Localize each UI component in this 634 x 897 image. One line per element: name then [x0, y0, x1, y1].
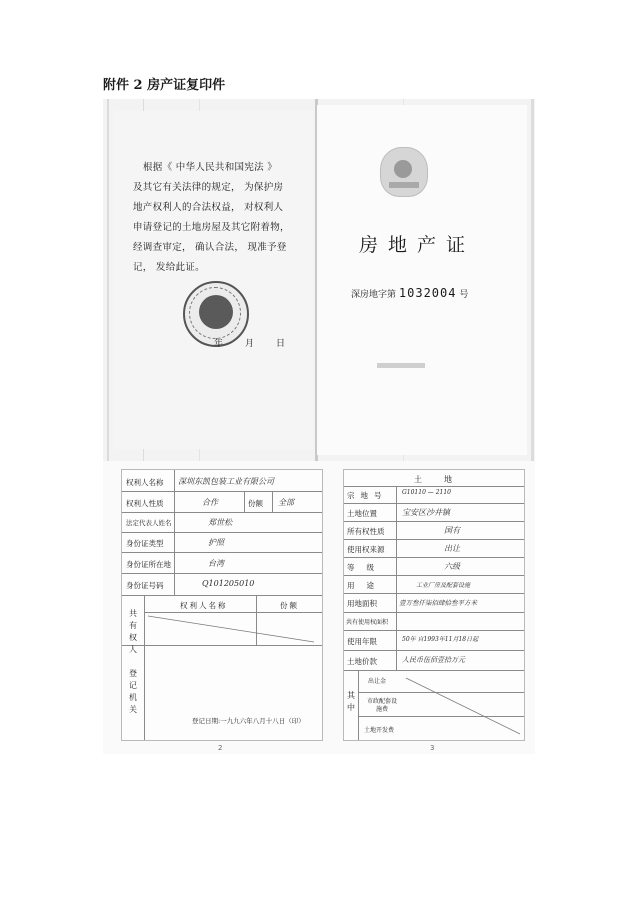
purpose-value: 工业厂房及配套设施 [416, 582, 471, 589]
owner-nature-value: 合作 [202, 498, 218, 507]
owner-nature-label: 权利人性质 [126, 499, 164, 508]
ownership-nature-label: 所有权性质 [347, 527, 385, 536]
land-area-label: 用地面积 [347, 599, 377, 608]
page-2-owner-info [121, 469, 323, 752]
registry-label: 登记机关 [129, 669, 137, 714]
of-which-label: 其中 [347, 691, 355, 712]
transfer-fee-label: 出让金 [368, 678, 387, 685]
land-area-value: 壹万叁仟柒佰肆拾叁平方米 [399, 599, 477, 607]
co-owner-name-header: 权利人名称 [180, 601, 228, 610]
preamble-line: 经调查审定， 确认合法， 现准予登 [133, 242, 287, 253]
certificate-right-page [317, 105, 527, 455]
purpose-label: 用途 [347, 581, 386, 590]
preamble-line: 记， 发给此证。 [133, 262, 205, 273]
certificate-number-suffix: 号 [459, 290, 469, 300]
grade-value: 六级 [444, 562, 460, 571]
preamble-line: 申请登记的土地房屋及其它附着物， [133, 222, 290, 233]
land-price-label: 土地价款 [347, 657, 377, 666]
preamble-line: 及其它有关法律的规定， 为保护房 [133, 182, 284, 193]
id-number-label: 身份证号码 [126, 581, 164, 590]
owner-name-label: 权利人名称 [126, 478, 164, 487]
legal-rep-value: 郑世松 [208, 518, 232, 527]
parcel-number-value: G10110 — 2110 [402, 489, 451, 496]
id-location-label: 身份证所在地 [126, 560, 171, 569]
co-owner-label: 共有权人 [129, 609, 137, 654]
ownership-nature-value: 国有 [444, 526, 460, 535]
preamble-line: 地产权利人的合法权益， 对权利人 [133, 202, 284, 213]
term-label: 使用年限 [347, 637, 377, 646]
municipal-fee-label: 市政配套设施费 [366, 698, 397, 713]
development-fee-label: 土地开发费 [364, 727, 395, 734]
page-number: 2 [218, 744, 223, 752]
registry-date: 登记日期:一九九六年八月十八日（印） [192, 717, 305, 725]
page-number: 3 [430, 744, 435, 752]
shared-area-label: 共有使用权面积 [346, 619, 389, 626]
share-label: 份额 [248, 499, 263, 508]
stamp-mark [377, 363, 425, 368]
use-right-source-value: 出让 [444, 544, 460, 553]
id-number-value: Q101205010 [202, 579, 255, 588]
certificate-number [351, 286, 468, 300]
parcel-number-label: 宗地号 [347, 491, 388, 500]
land-price-value: 人民币伍佰壹拾万元 [402, 656, 465, 664]
national-emblem-icon [380, 147, 428, 197]
certificate-title: 房地产证 [359, 234, 476, 256]
document-heading: 附件 2 房产证复印件 [103, 78, 226, 93]
void-strike-line [144, 612, 322, 645]
certificate-interior-scan [103, 461, 535, 754]
void-strike-line [404, 674, 522, 738]
grade-label: 等级 [347, 563, 386, 572]
issue-date-placeholder: 年月日 [214, 339, 308, 349]
owner-name-value: 深圳东凯包装工业有限公司 [178, 477, 274, 486]
legal-rep-label: 法定代表人姓名 [126, 519, 172, 527]
term-value: 50年 自1993年11月18日起 [402, 636, 479, 643]
id-type-label: 身份证类型 [126, 539, 164, 548]
share-value: 全部 [278, 498, 294, 507]
land-section-header: 土地 [414, 475, 474, 484]
land-location-label: 土地位置 [347, 509, 377, 518]
id-location-value: 台湾 [208, 559, 224, 568]
preamble-line: 根据《 中华人民共和国宪法 》 [143, 162, 278, 173]
certificate-cover-scan [103, 99, 535, 461]
certificate-left-page [113, 111, 313, 449]
land-location-value: 宝安区沙井镇 [402, 508, 450, 517]
certificate-number-prefix: 深房地字第 [351, 290, 397, 300]
co-owner-share-header: 份额 [280, 601, 299, 610]
page-3-land-info [343, 469, 525, 752]
certificate-number-value: 1032004 [398, 286, 457, 300]
use-right-source-label: 使用权来源 [347, 545, 385, 554]
id-type-value: 护照 [208, 538, 224, 547]
